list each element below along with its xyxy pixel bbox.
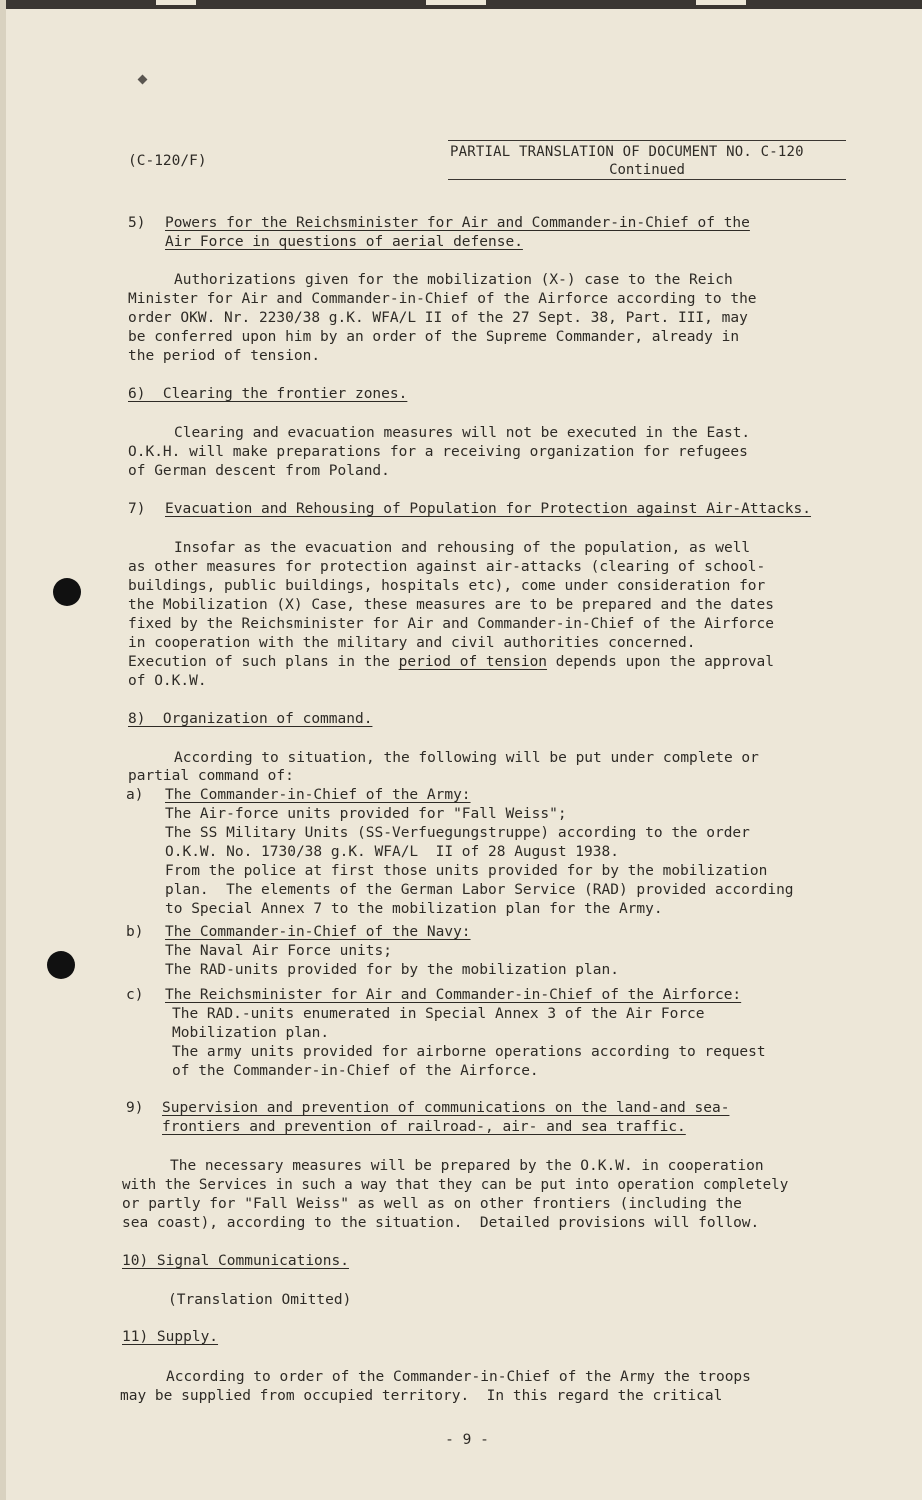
punch-hole (47, 951, 75, 979)
punch-hole (53, 578, 81, 606)
item-c-text: The RAD.-units enumerated in Special Annex 3 of the Air Force (172, 1006, 705, 1022)
document-header (448, 140, 846, 180)
item-a-text: plan. The elements of the German Labor Service (RAD) provided according (165, 882, 794, 898)
section-5-text: Authorizations given for the mobilization (X-) case to the Reich (174, 272, 733, 288)
section-9-heading-line-2: frontiers and prevention of railroad-, air- and sea traffic. (162, 1119, 686, 1135)
section-5-heading-line-2: Air Force in questions of aerial defense. (165, 234, 523, 250)
item-a-heading: The Commander-in-Chief of the Army: (165, 787, 471, 803)
section-10-text: (Translation Omitted) (168, 1292, 352, 1308)
item-c-text: of the Commander-in-Chief of the Airforce. (172, 1063, 539, 1079)
section-7-underlined-phrase: period of tension (398, 654, 548, 670)
scan-edge-gap (156, 0, 196, 5)
section-5-number: 5) (128, 215, 146, 231)
section-7-text: Insofar as the evacuation and rehousing of the population, as well (174, 540, 751, 556)
item-a-text: The SS Military Units (SS-Verfuegungstruppe) according to the order (165, 825, 750, 841)
section-7-text: as other measures for protection against air-attacks (clearing of school- (128, 559, 766, 575)
section-6-text: O.K.H. will make preparations for a receiving organization for refugees (128, 444, 748, 460)
section-7-text: buildings, public buildings, hospitals etc), come under consideration for (128, 578, 766, 594)
section-9-number: 9) (126, 1100, 144, 1116)
item-c-heading: The Reichsminister for Air and Commander-in-Chief of the Airforce: (165, 987, 742, 1003)
section-9-text: sea coast), according to the situation. Detailed provisions will follow. (122, 1215, 760, 1231)
section-6-heading: 6) Clearing the frontier zones. (128, 386, 408, 402)
section-7-text: fixed by the Reichsminister for Air and Commander-in-Chief of the Airforce (128, 616, 775, 632)
header-title: PARTIAL TRANSLATION OF DOCUMENT NO. C-120 (450, 144, 804, 160)
item-a-label: a) (126, 787, 144, 803)
section-7-heading: Evacuation and Rehousing of Population for Protection against Air-Attacks. (165, 501, 812, 517)
item-a-text: to Special Annex 7 to the mobilization plan for the Army. (165, 901, 663, 917)
section-6-text: Clearing and evacuation measures will not be executed in the East. (174, 425, 751, 441)
section-7-text: depends upon the approval (547, 654, 775, 670)
section-10-heading: 10) Signal Communications. (122, 1253, 349, 1269)
section-8-heading: 8) Organization of command. (128, 711, 373, 727)
document-reference: (C-120/F) (128, 153, 207, 169)
section-7-text: the Mobilization (X) Case, these measures are to be prepared and the dates (128, 597, 775, 613)
section-7-number: 7) (128, 501, 146, 517)
page-number: - 9 - (445, 1432, 489, 1448)
section-5-heading-line-1: Powers for the Reichsminister for Air and Commander-in-Chief of the (165, 215, 750, 231)
section-8-text: According to situation, the following will be put under complete or (174, 750, 759, 766)
section-5-text: order OKW. Nr. 2230/38 g.K. WFA/L II of the 27 Sept. 38, Part. III, may (128, 310, 748, 326)
header-subtitle: Continued (609, 162, 685, 178)
item-b-text: The Naval Air Force units; (165, 943, 392, 959)
section-5-text: be conferred upon him by an order of the Supreme Commander, already in (128, 329, 740, 345)
item-b-label: b) (126, 924, 144, 940)
section-7-text-line (128, 653, 774, 672)
scan-edge-gap (696, 0, 746, 5)
item-b-heading: The Commander-in-Chief of the Navy: (165, 924, 471, 940)
section-11-heading: 11) Supply. (122, 1329, 219, 1345)
section-11-text: may be supplied from occupied territory. In this regard the critical (120, 1388, 723, 1404)
item-a-text: O.K.W. No. 1730/38 g.K. WFA/L II of 28 August 1938. (165, 844, 619, 860)
item-c-text: Mobilization plan. (172, 1025, 330, 1041)
item-a-text: From the police at first those units provided for by the mobilization (165, 863, 768, 879)
item-b-text: The RAD-units provided for by the mobilization plan. (165, 962, 619, 978)
section-7-text: Execution of such plans in the (128, 654, 399, 670)
section-6-text: of German descent from Poland. (128, 463, 390, 479)
scan-speck (138, 75, 148, 85)
scan-edge-gap (426, 0, 486, 5)
section-7-text: in cooperation with the military and civil authorities concerned. (128, 635, 696, 651)
section-7-text: of O.K.W. (128, 673, 207, 689)
item-a-text: The Air-force units provided for "Fall Weiss"; (165, 806, 567, 822)
item-c-text: The army units provided for airborne operations according to request (172, 1044, 766, 1060)
item-c-label: c) (126, 987, 144, 1003)
section-9-text: The necessary measures will be prepared by the O.K.W. in cooperation (170, 1158, 764, 1174)
section-9-text: with the Services in such a way that they can be put into operation completely (122, 1177, 789, 1193)
section-5-text: Minister for Air and Commander-in-Chief of the Airforce according to the (128, 291, 757, 307)
section-8-text: partial command of: (128, 768, 294, 784)
section-9-heading-line-1: Supervision and prevention of communications on the land-and sea- (162, 1100, 730, 1116)
section-9-text: or partly for "Fall Weiss" as well as on other frontiers (including the (122, 1196, 742, 1212)
section-5-text: the period of tension. (128, 348, 321, 364)
section-11-text: According to order of the Commander-in-Chief of the Army the troops (166, 1369, 751, 1385)
